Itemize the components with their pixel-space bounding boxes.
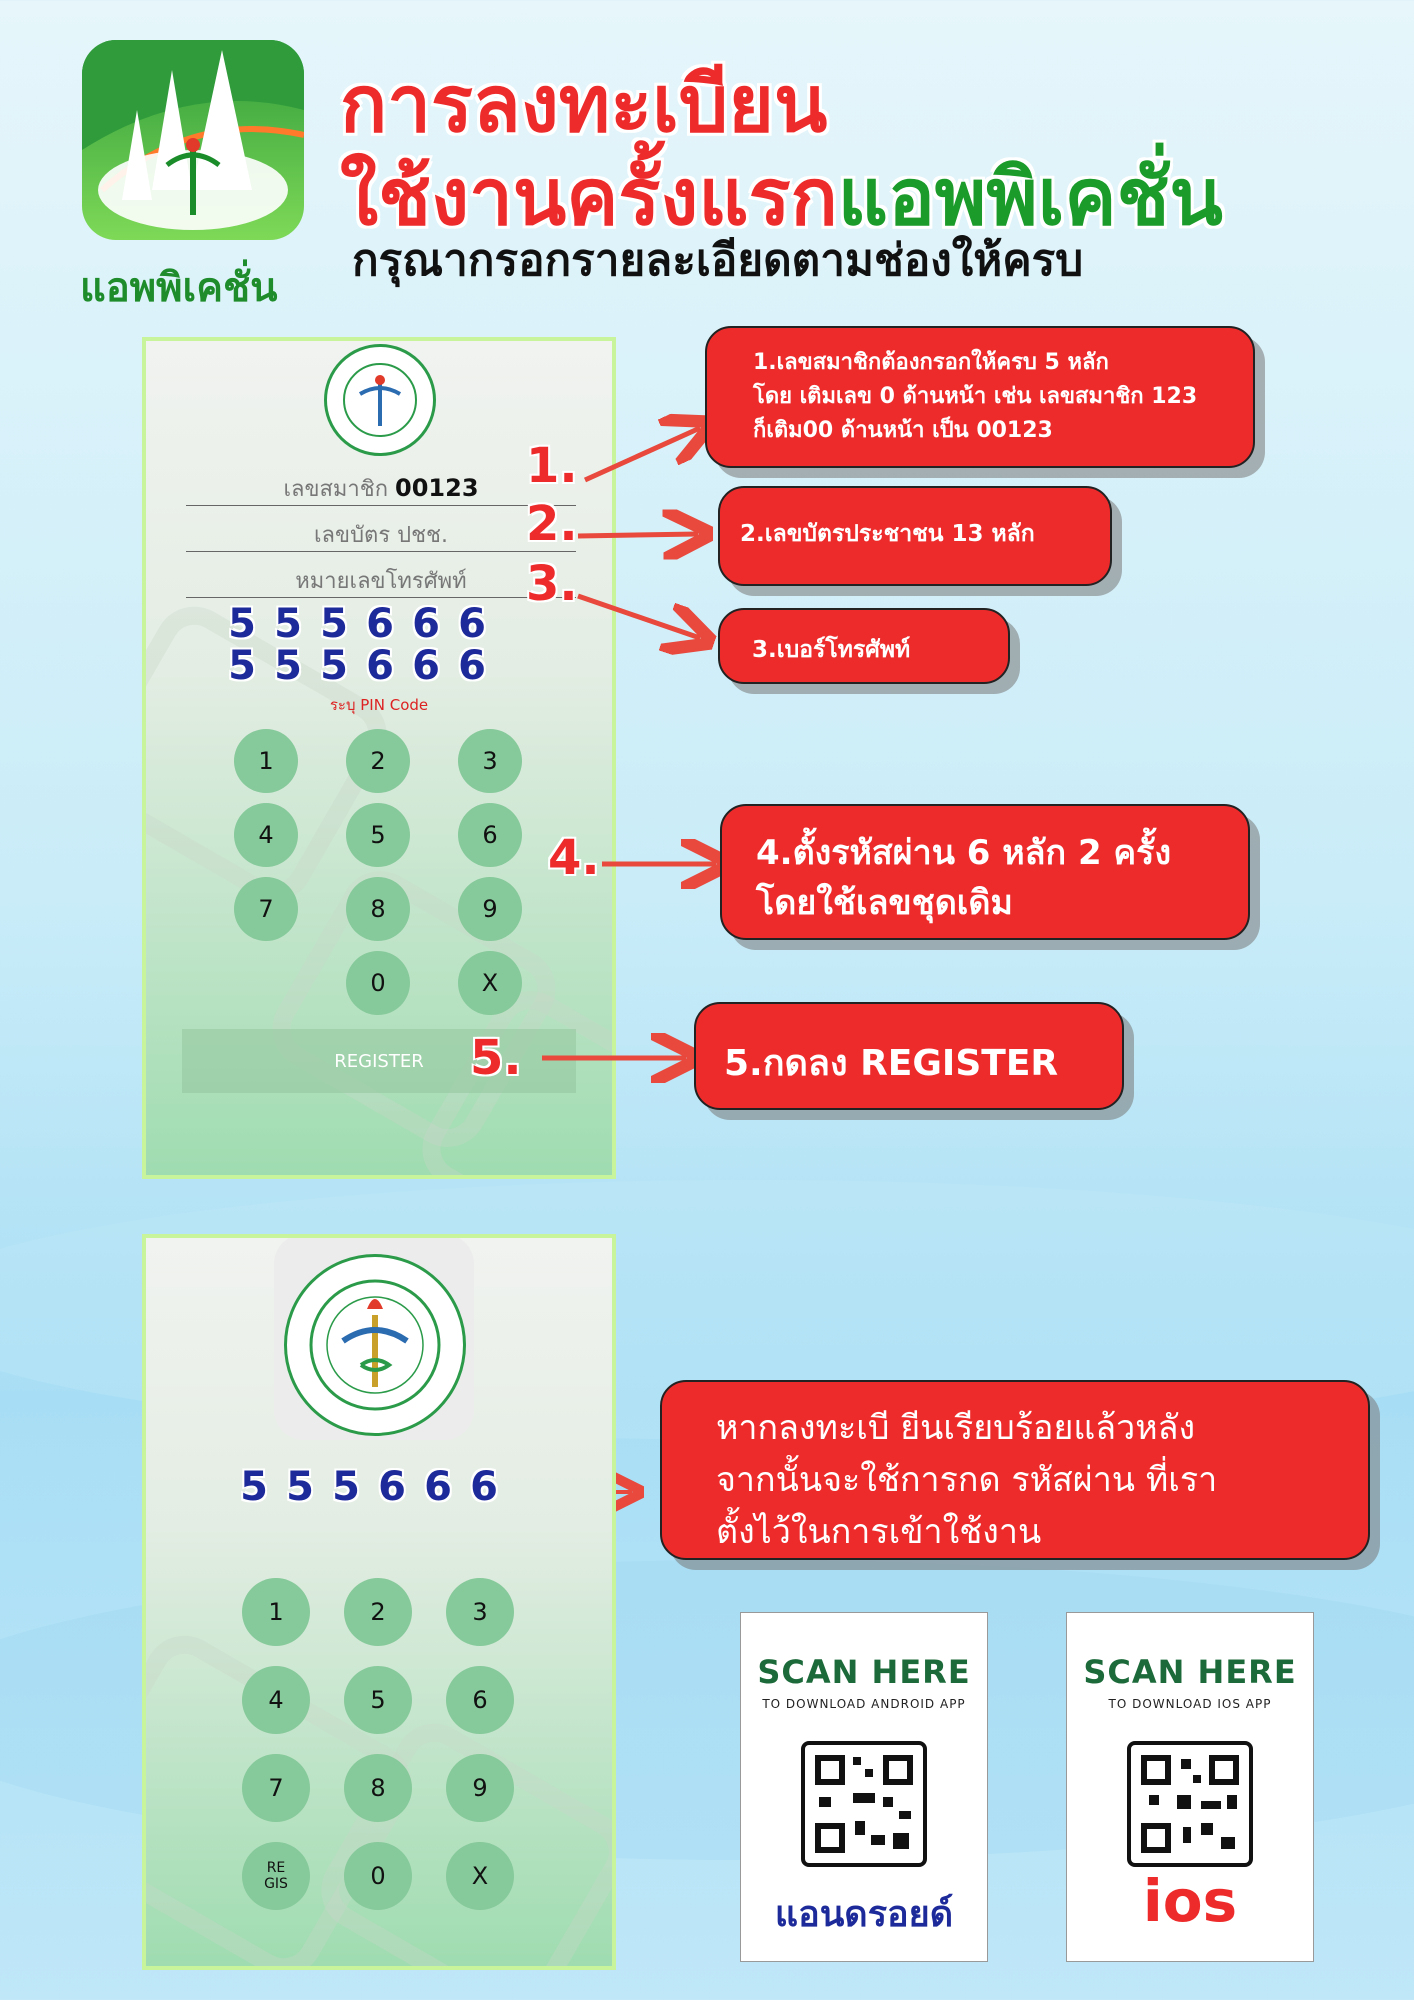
keypad-key-4[interactable]: 4	[234, 803, 298, 867]
phone-number-field[interactable]: หมายเลขโทรศัพท์	[186, 563, 576, 598]
pin-digit: 5	[274, 601, 302, 647]
keypad-key-9[interactable]: 9	[458, 877, 522, 941]
app-caption: แอพพิเคชั่น	[80, 265, 278, 311]
callout-step-4	[720, 804, 1250, 940]
keypad-key-5[interactable]: 5	[344, 1666, 412, 1734]
pin-digit: 5	[228, 601, 256, 647]
scan-here-title: SCAN HERE	[757, 1653, 971, 1691]
step-number-3: 3.	[526, 556, 578, 612]
keypad-key-6[interactable]: 6	[446, 1666, 514, 1734]
keypad-key-3[interactable]: 3	[446, 1578, 514, 1646]
keypad-key-3[interactable]: 3	[458, 729, 522, 793]
step-number-4: 4.	[548, 830, 600, 886]
callout-text: ตั้งไว้ในการเข้าใช้งาน	[716, 1512, 1042, 1552]
pin-digit: 6	[412, 601, 440, 647]
login-note-callout	[660, 1380, 1370, 1560]
scan-here-title: SCAN HERE	[1083, 1653, 1297, 1691]
pin-digit: 6	[458, 601, 486, 647]
keypad-key-5[interactable]: 5	[346, 803, 410, 867]
keypad-key-2[interactable]: 2	[346, 729, 410, 793]
pin-hint: ระบุ PIN Code	[329, 696, 429, 714]
title-red-part: ใช้งานครั้งแรก	[340, 153, 838, 243]
pin-digit: 5	[320, 643, 348, 689]
qr-card-android[interactable]	[740, 1612, 988, 1962]
pin-digit: 5	[332, 1464, 360, 1510]
pin-digit: 6	[378, 1464, 406, 1510]
ios-label: ios	[1142, 1867, 1238, 1935]
scan-here-subtitle: TO DOWNLOAD ANDROID APP	[762, 1697, 966, 1711]
pin-digit: 5	[286, 1464, 314, 1510]
pin-digit: 6	[366, 601, 394, 647]
pin-digit: 5	[228, 643, 256, 689]
login-screen	[142, 1234, 616, 1970]
pin-digit: 6	[366, 643, 394, 689]
callout-text: ก็เติม00 ด้านหน้า เป็น 00123	[753, 418, 1053, 443]
keypad-key-register[interactable]: RE GIS	[242, 1842, 310, 1910]
pin-digit: 5	[320, 601, 348, 647]
keypad-key-8[interactable]: 8	[344, 1754, 412, 1822]
android-label: แอนดรอยด์	[774, 1894, 954, 1935]
pin-digit: 5	[274, 643, 302, 689]
keypad-key-6[interactable]: 6	[458, 803, 522, 867]
pin-digit: 6	[424, 1464, 452, 1510]
keypad-key-x[interactable]: X	[458, 951, 522, 1015]
register-button[interactable]: REGISTER	[182, 1029, 576, 1093]
qr-card-ios[interactable]	[1066, 1612, 1314, 1962]
keypad-key-7[interactable]: 7	[234, 877, 298, 941]
keypad-key-1[interactable]: 1	[234, 729, 298, 793]
keypad-key-0[interactable]: 0	[346, 951, 410, 1015]
keypad-key-x[interactable]: X	[446, 1842, 514, 1910]
callout-step-3: 3.เบอร์โทรศัพท์	[718, 608, 1010, 684]
qr-code	[1127, 1741, 1253, 1867]
qr-code	[801, 1741, 927, 1867]
callout-text: หากลงทะเบี ยีนเรียบร้อยแล้วหลัง	[716, 1408, 1196, 1448]
callout-text: 4.ตั้งรหัสผ่าน 6 หลัก 2 ครั้ง	[756, 833, 1172, 873]
pin-digit: 6	[412, 643, 440, 689]
keypad-key-0[interactable]: 0	[344, 1842, 412, 1910]
member-number-label: เลขสมาชิก	[283, 477, 389, 502]
callout-text: โดยใช้เลขชุดเดิม	[756, 883, 1013, 923]
keypad-key-7[interactable]: 7	[242, 1754, 310, 1822]
pin-digit: 6	[470, 1464, 498, 1510]
pin-digit: 6	[458, 643, 486, 689]
callout-text: จากนั้นจะใช้การกด รหัสผ่าน ที่เรา	[716, 1460, 1218, 1500]
keypad-key-2[interactable]: 2	[344, 1578, 412, 1646]
page-subtitle: กรุณากรอกรายละเอียดตามช่องให้ครบ	[352, 235, 1084, 286]
callout-text: โดย เติมเลข 0 ด้านหน้า เช่น เลขสมาชิก 123	[753, 384, 1198, 409]
title-green-part: แอพพิเคชั่น	[837, 153, 1223, 243]
scan-here-subtitle: TO DOWNLOAD IOS APP	[1108, 1697, 1272, 1711]
step-number-1: 1.	[526, 438, 578, 494]
keypad-key-1[interactable]: 1	[242, 1578, 310, 1646]
page-title-line1: การลงทะเบียน	[340, 60, 828, 150]
callout-text: 1.เลขสมาชิกต้องกรอกให้ครบ 5 หลัก	[753, 350, 1109, 375]
id-card-field[interactable]: เลขบัตร ปชช.	[186, 517, 576, 552]
keypad-key-8[interactable]: 8	[346, 877, 410, 941]
pin-display[interactable]	[238, 1464, 500, 1510]
coop-logo-tile	[274, 1234, 474, 1440]
callout-step-1	[705, 326, 1255, 468]
coop-logo	[284, 1254, 466, 1436]
step-number-2: 2.	[526, 496, 578, 552]
callout-step-5: 5.กดลง REGISTER	[694, 1002, 1124, 1110]
pin-digit: 5	[240, 1464, 268, 1510]
keypad-key-9[interactable]: 9	[446, 1754, 514, 1822]
member-number-value: 00123	[395, 474, 479, 502]
callout-step-2: 2.เลขบัตรประชาชน 13 หลัก	[718, 486, 1112, 586]
step-number-5: 5.	[470, 1030, 522, 1086]
keypad-key-4[interactable]: 4	[242, 1666, 310, 1734]
